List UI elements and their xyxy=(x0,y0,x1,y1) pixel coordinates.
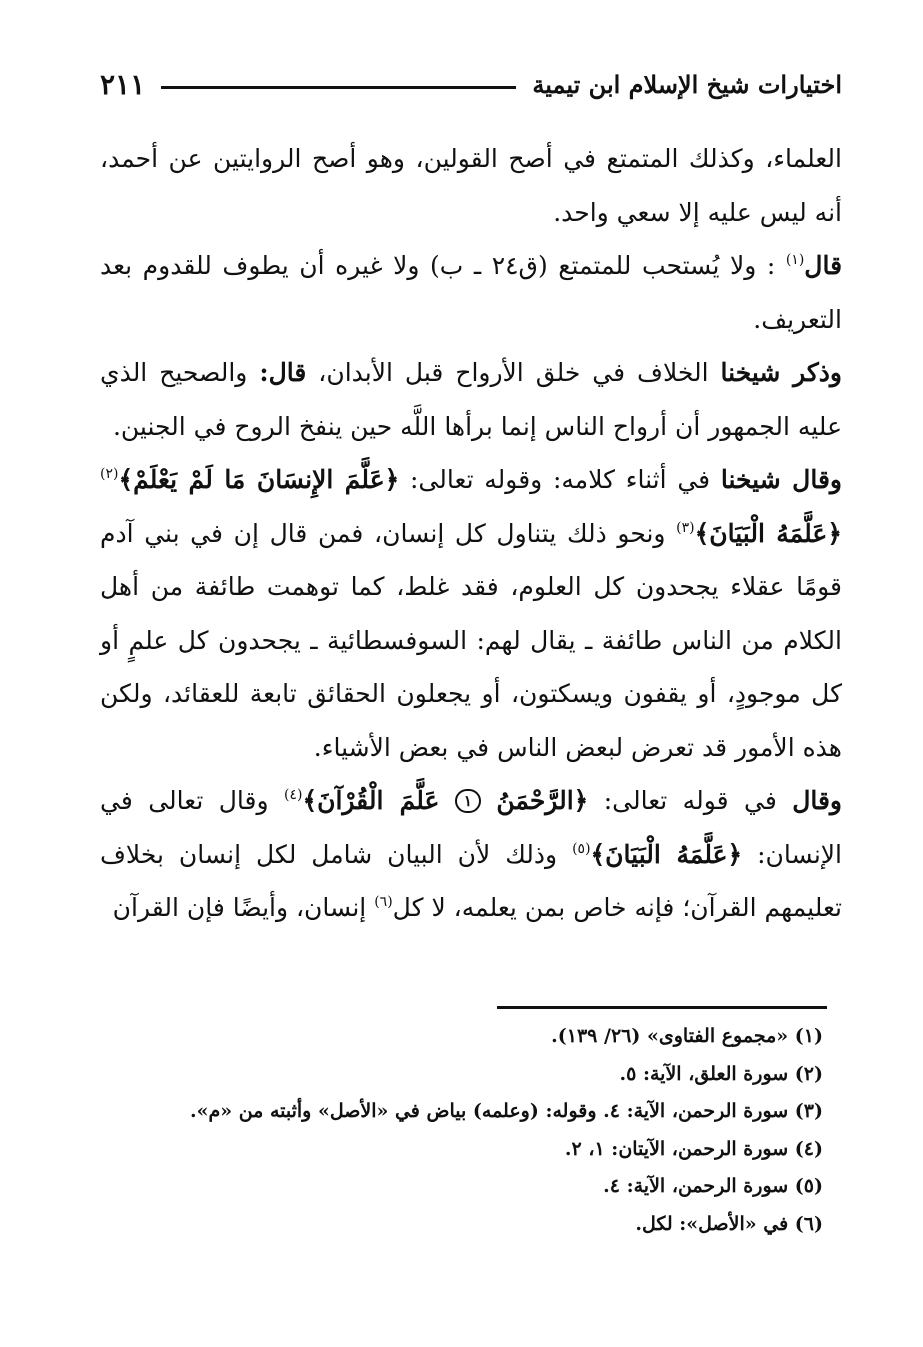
paragraph-lead: قال xyxy=(804,251,843,280)
quran-verse: ﴿عَلَّمَهُ الْبَيَانَ﴾ xyxy=(694,518,842,548)
footnote-ref: (١) xyxy=(785,252,805,268)
footnote-ref: (٤) xyxy=(283,787,303,803)
footnote-ref: (٥) xyxy=(572,840,591,857)
footnote: (٣) سورة الرحمن، الآية: ٤. وقوله: (وعلمه) بياض في «الأصل» وأثبته من «م». xyxy=(189,1100,823,1122)
footnote-ref: (٦) xyxy=(374,894,393,910)
quran-verse: ﴿عَلَّمَ الإِنسَانَ مَا لَمْ يَعْلَمْ﴾ xyxy=(118,465,400,494)
paragraph: العلماء، وكذلك المتمتع في أصح القولين، وهو أصح الروايتين عن أحمد، أنه ليس عليه إلا سعي واحد. xyxy=(100,144,842,227)
footnote-ref: (٣) xyxy=(676,519,695,536)
paragraph-lead: وقال شيخنا xyxy=(720,465,842,494)
paragraph: وقال في قوله تعالى: ﴿الرَّحْمَنُ ١ عَلَّمَ الْقُرْآنَ﴾$^{(٤)}$ وقال تعالى في الإنسان: ﴿عَلَّمَهُ الْبَيَانَ﴾$^{(٥)}$ وذلك لأن البيان شامل لكل إنسان بخلاف تعليمهم القرآن؛ فإنه خاص بمن يعلمه، لا كل$^{(٦)}$ إنسان، وأيضًا فإن القرآن xyxy=(100,786,843,922)
paragraph: وذكر شيخنا الخلاف في خلق الأرواح قبل الأبدان، قال: والصحيح الذي عليه الجمهور أن أرواح الناس إنما برأها اللَّه حين ينفخ الروح في الجنين. xyxy=(100,358,842,441)
footnote: (١) «مجموع الفتاوى» (٢٦/ ١٣٩). xyxy=(551,1025,823,1047)
running-title: اختيارات شيخ الإسلام ابن تيمية xyxy=(532,69,842,99)
quran-verse: ﴿عَلَّمَهُ الْبَيَانَ﴾ xyxy=(590,839,743,869)
paragraph: قال$^{(١)}$ : ولا يُستحب للمتمتع (ق٢٤ ـ ب) ولا غيره أن يطوف للقدوم بعد التعريف. xyxy=(100,251,843,334)
ayah-number-marker: ١ xyxy=(455,789,481,813)
paragraph: وقال شيخنا في أثناء كلامه: وقوله تعالى: ﴿عَلَّمَ الإِنسَانَ مَا لَمْ يَعْلَمْ﴾$^{(٢)}$ ﴿عَلَّمَهُ الْبَيَانَ﴾$^{(٣)}$ ونحو ذلك يتناول كل إنسان، فمن قال إن في بني آدم قومًا عقلاء يجحدون كل العلوم، فقد غلط، كما توهمت طائفة من أهل الكلام من الناس طائفة ـ يقال لهم: السوفسطائية ـ يجحدون كل علمٍ أو كل موجودٍ، أو يقفون ويسكتون، أو يجعلون الحقائق تابعة للعقائد، ولكن هذه الأمور قد تعرض لبعض الناس في بعض الأشياء. xyxy=(100,465,842,762)
footnote: (٢) سورة العلق، الآية: ٥. xyxy=(619,1062,823,1085)
footnote-separator xyxy=(497,1006,827,1009)
footnote: (٥) سورة الرحمن، الآية: ٤. xyxy=(603,1175,823,1197)
paragraph-lead: وقال xyxy=(792,786,843,815)
quran-verse: عَلَّمَ الْقُرْآنَ﴾ xyxy=(302,786,440,815)
footnote: (٤) سورة الرحمن، الآيتان: ١، ٢. xyxy=(564,1137,823,1160)
main-text xyxy=(100,132,842,935)
header-rule xyxy=(161,86,516,89)
page-number: ٢١١ xyxy=(100,67,146,101)
paragraph-lead: وذكر شيخنا xyxy=(720,358,842,387)
inline-bold: قال: xyxy=(259,358,307,387)
footnote-ref: (٢) xyxy=(100,466,119,482)
footnotes xyxy=(81,1018,823,1243)
page-header xyxy=(100,62,842,106)
footnote: (٦) في «الأصل»: لكل. xyxy=(635,1212,823,1235)
quran-verse: ﴿الرَّحْمَنُ xyxy=(496,786,589,815)
